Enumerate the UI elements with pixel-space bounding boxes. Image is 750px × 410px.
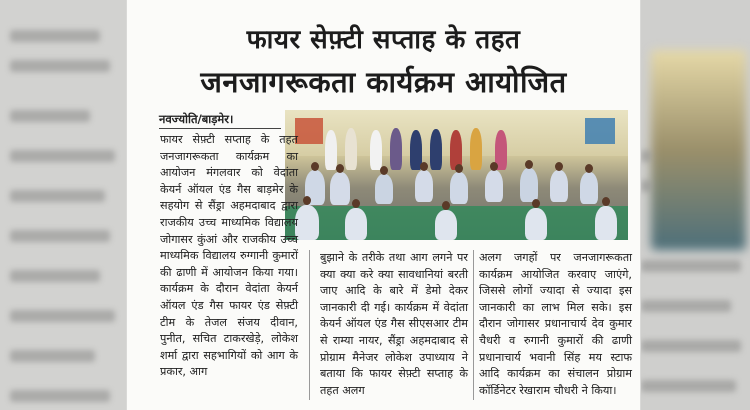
photo-person-head [311, 162, 319, 171]
column-divider-2 [473, 250, 474, 400]
photo-person [595, 206, 617, 240]
photo-person [295, 205, 319, 240]
news-photo [285, 110, 628, 240]
photo-person [390, 128, 402, 170]
photo-person [370, 130, 382, 170]
rule-under-byline [159, 128, 281, 129]
headline-line-2: जनजागरूकता कार्यक्रम आयोजित [200, 65, 567, 99]
newspaper-clipping [127, 0, 640, 410]
photo-person [345, 208, 367, 240]
photo-person [525, 208, 547, 240]
photo-person [435, 210, 457, 240]
article-column-3 [479, 250, 632, 399]
photo-person [330, 172, 350, 205]
blurred-background-right [641, 0, 750, 410]
photo-person-head [336, 164, 344, 173]
article-paragraph: बुझाने के तरीके तथा आग लगने पर क्या क्या करे क्या सावधानियां बरती जाए आदि के बारे में डेमो देकर जानकारी दी गई। कार्यक्रम में वेदांता केयर्न ऑयल एंड गैस सीएसआर टीम से राम्या नायर, सैंड्रा अहमदाबाद से प्रोग्राम मैनेजर लोकेश उपाध्याय ने बताया कि फायर सेफ़्टी सप्ताह के तहत अलग [320, 251, 468, 397]
photo-person [325, 130, 337, 170]
photo-person [485, 170, 503, 202]
article-paragraph: फायर सेफ़्टी सप्ताह के तहत जनजागरूकता कार्यक्रम का आयोजन मंगलवार को वेदांता केयर्न ऑयल एंड गैस बाड़मेर के सहयोग से सैंड्रा अहमदाबाद द्वारा राजकीय उच्च माध्यमिक विद्यालय जोगासर कुंआं और राजकीय उच्च माध्यमिक विद्यालय रुग्गानी कुमारों की ढाणी में आयोजन किया गया। कार्यक्रम के दौरान वेदांता केयर्न ऑयल एंड गैस फायर एंड सेफ़्टी टीम के तेजल संजय दीवान, पुनीत, सचित टाकरखेड़े, लोकेश शर्मा द्वारा सहभागियों को आग के प्रकार, आग [160, 133, 298, 379]
article-paragraph: अलग जगहों पर जनजागरूकता कार्यक्रम आयोजित करवाए जाएंगे, जिससे लोगों ज्यादा से ज्यादा इस जानकारी का लाभ मिल सके। इस दौरान जोगासर प्रधानाचार्य देव कुमार चैधरी व रुगानी कुमारों की ढाणी प्रधानाचार्य भवानी सिंह मय स्टाफ आदि कार्यक्रम का संचालन प्रोग्राम कॉर्डिनेटर रेखाराम चौधरी ने किया। [479, 251, 632, 397]
photo-person-head [602, 197, 610, 206]
photo-person-head [442, 201, 450, 210]
photo-person [520, 168, 538, 202]
photo-banner [295, 118, 323, 144]
photo-person-head [380, 166, 388, 175]
photo-person-head [352, 199, 360, 208]
photo-person-head [525, 160, 533, 169]
photo-person [580, 172, 598, 204]
photo-person [450, 172, 468, 204]
photo-person [415, 170, 433, 202]
column-divider-1 [309, 250, 310, 400]
photo-person [430, 129, 442, 170]
photo-person-head [303, 196, 311, 205]
article-column-2 [320, 250, 468, 399]
headline-line-1: फायर सेफ़्टी सप्ताह के तहत [246, 25, 521, 55]
photo-person [550, 170, 568, 202]
photo-person-head [455, 164, 463, 173]
photo-person-head [555, 162, 563, 171]
blurred-background-left [0, 0, 126, 410]
photo-person-head [420, 162, 428, 171]
article-column-1 [160, 132, 298, 381]
photo-person-head [490, 162, 498, 171]
byline: नवज्योति/बाड़मेर। [159, 112, 234, 126]
photo-person-head [532, 199, 540, 208]
photo-person [375, 174, 393, 204]
photo-person-head [585, 164, 593, 173]
photo-person [345, 128, 357, 170]
photo-banner [585, 118, 615, 144]
photo-person [470, 128, 482, 170]
